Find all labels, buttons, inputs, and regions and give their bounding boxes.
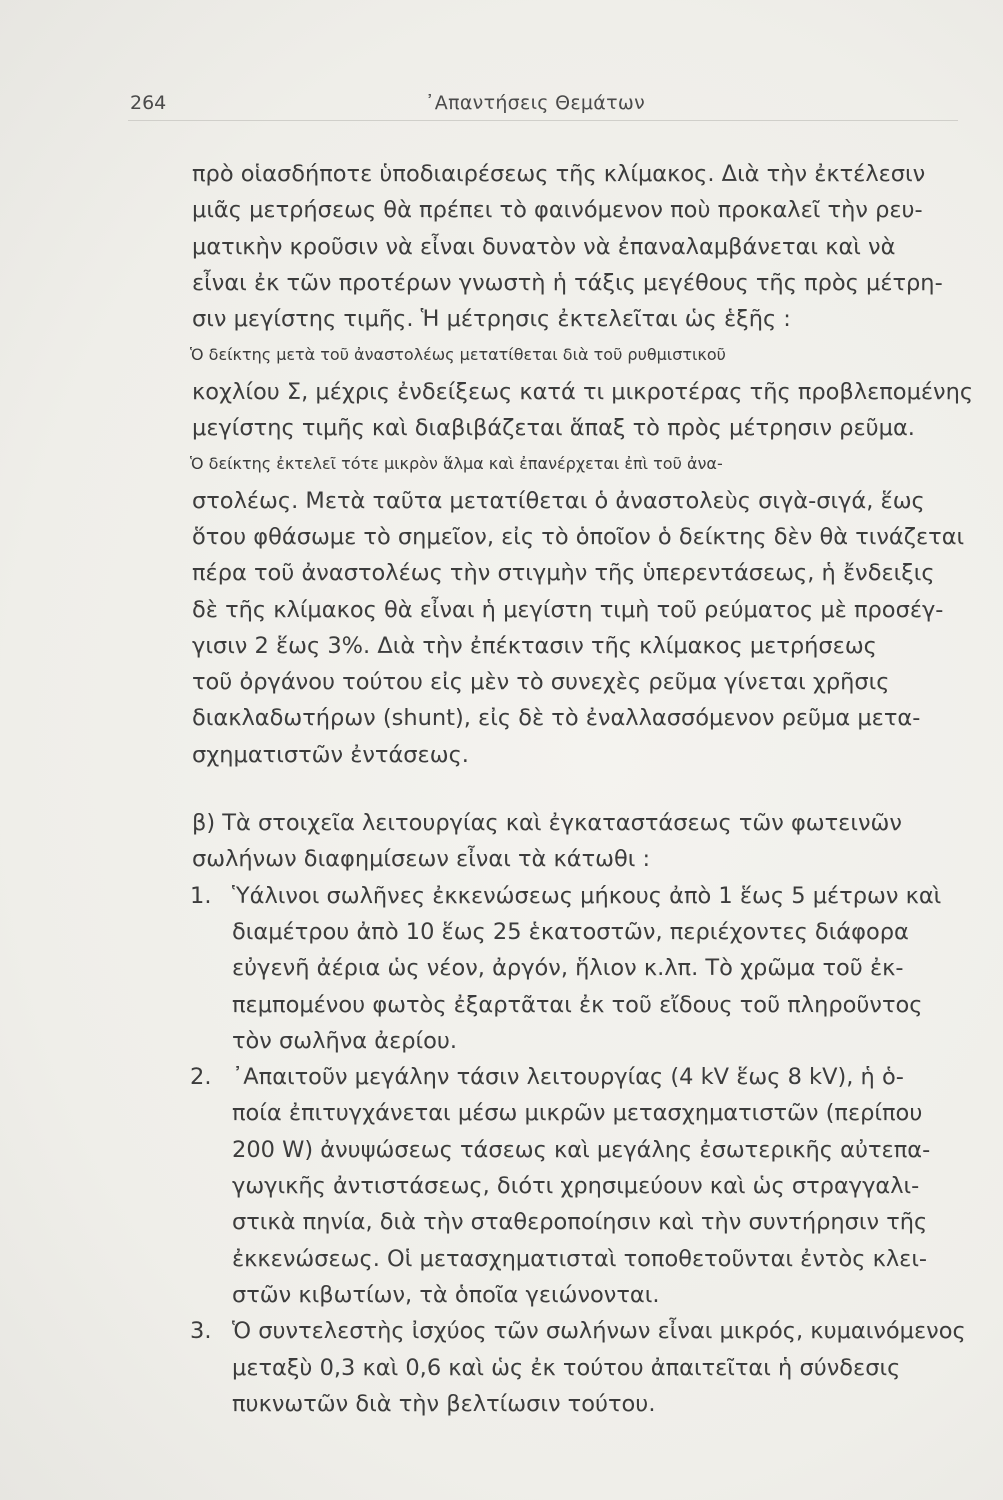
text-line: Ὁ συντελεστὴς ἰσχύος τῶν σωλήνων εἶναι μικρός, κυμαινόμενος <box>232 1318 966 1345</box>
text-line: γισιν 2 ἕως 3%. Διὰ τὴν ἐπέκτασιν τῆς κλίμακος μετρήσεως <box>192 632 877 659</box>
paragraph-neon-intro <box>192 805 992 878</box>
paragraph-measurement <box>192 156 992 773</box>
list-number: 3. <box>190 1318 212 1345</box>
list-item-1 <box>192 878 992 1059</box>
text-line: μιᾶς μετρήσεως θὰ πρέπει τὸ φαινόμενον ποὺ προκαλεῖ τὴν ρευ- <box>192 197 923 224</box>
text-line: ποία ἐπιτυγχάνεται μέσω μικρῶν μετασχηματιστῶν (περίπου <box>232 1100 923 1127</box>
text-line: διακλαδωτήρων (shunt), εἰς δὲ τὸ ἐναλλασσόμενον ρεῦμα μετα- <box>192 705 921 732</box>
text-line: μεγίστης τιμῆς καὶ διαβιβάζεται ἅπαξ τὸ πρὸς μέτρησιν ρεῦμα. <box>192 415 915 442</box>
text-line: διαμέτρου ἀπὸ 10 ἕως 25 ἑκατοστῶν, περιέχοντες διάφορα <box>232 918 909 945</box>
text-line: σχηματιστῶν ἐντάσεως. <box>192 741 469 768</box>
text-line: ᾽Απαιτοῦν μεγάλην τάσιν λειτουργίας (4 kV ἕως 8 kV), ἡ ὁ- <box>232 1064 904 1091</box>
text-line: β) Τὰ στοιχεῖα λειτουργίας καὶ ἐγκαταστάσεως τῶν φωτεινῶν <box>192 810 902 837</box>
text-line: Ὑάλινοι σωλῆνες ἐκκενώσεως μήκους ἀπὸ 1 ἕως 5 μέτρων καὶ <box>232 882 942 909</box>
text-line: τὸν σωλῆνα ἀερίου. <box>232 1027 458 1054</box>
text-line: Ὁ δείκτης μετὰ τοῦ ἀναστολέως μετατίθεται διὰ τοῦ ρυθμιστικοῦ <box>190 345 726 365</box>
text-line: δὲ τῆς κλίμακος θὰ εἶναι ἡ μεγίστη τιμὴ τοῦ ρεύματος μὲ προσέγ- <box>192 596 944 623</box>
list-number: 1. <box>190 882 212 909</box>
text-line: ἐκκενώσεως. Οἱ μετασχηματισταὶ τοποθετοῦνται ἐντὸς κλει- <box>232 1245 928 1272</box>
text-line: ὅτου φθάσωμε τὸ σημεῖον, εἰς τὸ ὁποῖον ὁ δείκτης δὲν θὰ τινάζεται <box>192 523 965 550</box>
text-line: σιν μεγίστης τιμῆς. Ἡ μέτρησις ἐκτελεῖται ὡς ἑξῆς : <box>192 306 791 333</box>
list-item-2 <box>192 1059 992 1313</box>
text-line: πυκνωτῶν διὰ τὴν βελτίωσιν τούτου. <box>232 1390 656 1417</box>
text-line: μεταξὺ 0,3 καὶ 0,6 καὶ ὡς ἐκ τούτου ἀπαιτεῖται ἡ σύνδεσις <box>232 1354 901 1381</box>
text-line: πρὸ οἱασδήποτε ὑποδιαιρέσεως τῆς κλίμακος. Διὰ τὴν ἐκτέλεσιν <box>192 161 926 187</box>
body-text <box>192 156 992 1422</box>
text-line: στῶν κιβωτίων, τὰ ὁποῖα γειώνονται. <box>232 1281 660 1308</box>
text-line: στικὰ πηνία, διὰ τὴν σταθεροποίησιν καὶ τὴν συντήρησιν τῆς <box>232 1209 928 1236</box>
running-title: ᾽Απαντήσεις Θεμάτων <box>425 92 645 114</box>
text-line: γωγικῆς ἀντιστάσεως, διότι χρησιμεύουν καὶ ὡς στραγγαλι- <box>232 1173 920 1200</box>
list-number: 2. <box>190 1064 212 1091</box>
text-line: στολέως. Μετὰ ταῦτα μετατίθεται ὁ ἀναστολεὺς σιγὰ-σιγά, ἕως <box>192 487 925 514</box>
text-line: Ὁ δείκτης ἐκτελεῖ τότε μικρὸν ἅλμα καὶ ἐπανέρχεται ἐπὶ τοῦ ἀνα- <box>190 454 723 474</box>
header-rule <box>128 120 958 121</box>
text-line: πέρα τοῦ ἀναστολέως τὴν στιγμὴν τῆς ὑπερεντάσεως, ἡ ἔνδειξις <box>192 560 935 587</box>
text-line: πεμπομένου φωτὸς ἐξαρτᾶται ἐκ τοῦ εἴδους τοῦ πληροῦντος <box>232 991 923 1018</box>
text-line: εὐγενῆ ἀέρια ὡς νέον, ἀργόν, ἥλιον κ.λπ. Τὸ χρῶμα τοῦ ἐκ- <box>232 955 904 982</box>
text-line: ματικὴν κροῦσιν νὰ εἶναι δυνατὸν νὰ ἐπαναλαμβάνεται καὶ νὰ <box>192 233 896 260</box>
list-item-3 <box>192 1313 992 1422</box>
paragraph-gap <box>192 773 992 805</box>
text-line: σωλήνων διαφημίσεων εἶναι τὰ κάτωθι : <box>192 846 651 873</box>
text-line: 200 W) ἀνυψώσεως τάσεως καὶ μεγάλης ἐσωτερικῆς αὐτεπα- <box>232 1136 931 1163</box>
text-line: εἶναι ἐκ τῶν προτέρων γνωστὴ ἡ τάξις μεγέθους τῆς πρὸς μέτρη- <box>192 269 943 296</box>
text-line: κοχλίου Σ, μέχρις ἐνδείξεως κατά τι μικροτέρας τῆς προβλεπομένης <box>192 378 974 405</box>
text-line: τοῦ ὀργάνου τούτου εἰς μὲν τὸ συνεχὲς ρεῦμα γίνεται χρῆσις <box>192 669 890 696</box>
page-number: 264 <box>130 92 167 114</box>
page-header <box>130 92 970 122</box>
